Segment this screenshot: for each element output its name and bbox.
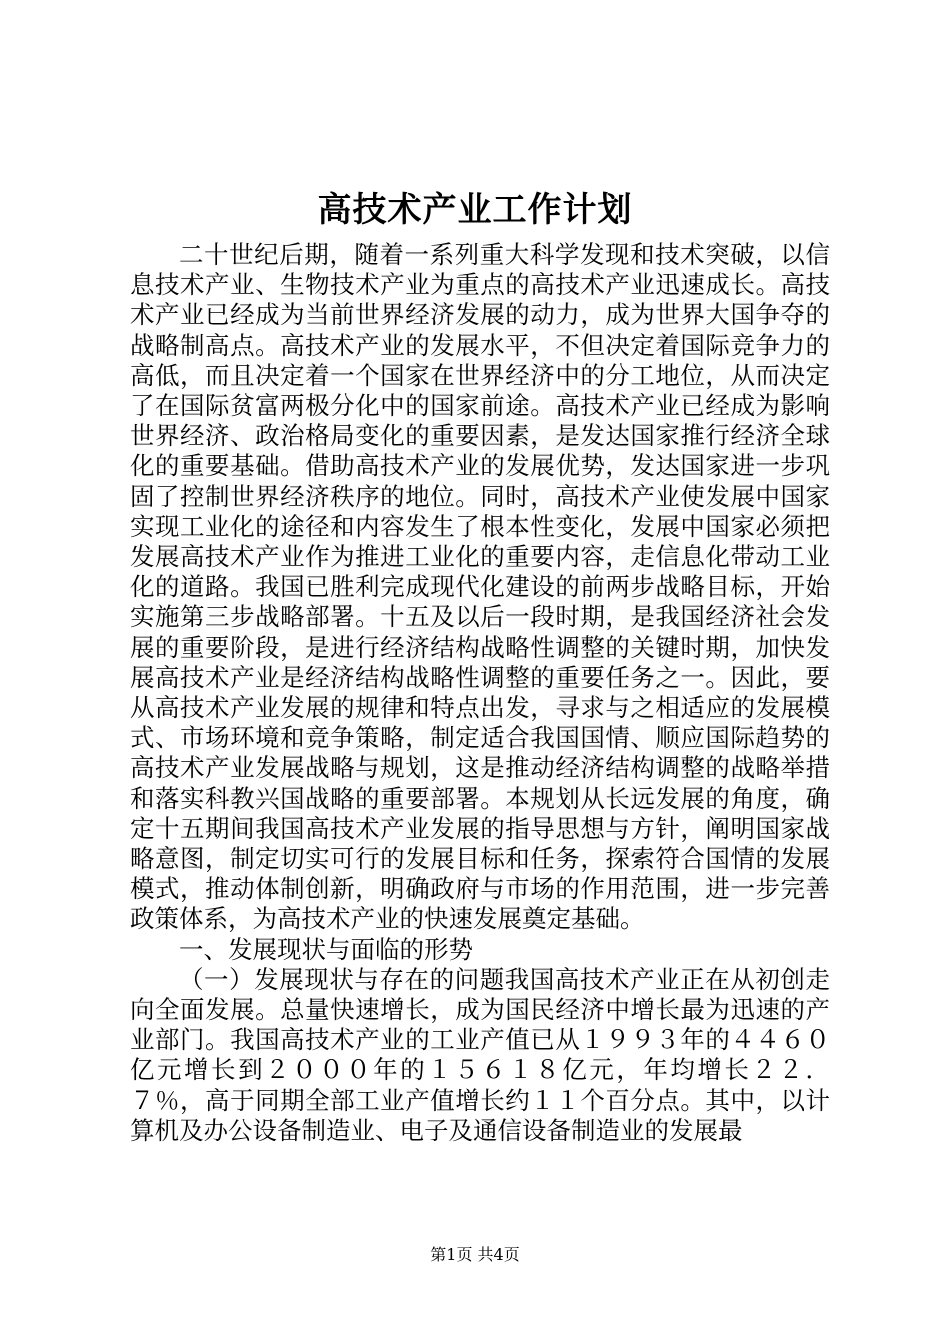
paragraph-status: （一）发展现状与存在的问题我国高技术产业正在从初创走向全面发展。总量快速增长，成为国民经济中增长最为迅速的产业部门。我国高技术产业的工业产值已从１９９３年的４４６０亿元增长到２０００年的１５６１８亿元，年均增长２２．７％，高于同期全部工业产值增长约１１个百分点。其中，以计算机及办公设备制造业、电子及通信设备制造业的发展最 xyxy=(130,964,830,1145)
document-body xyxy=(130,240,830,1146)
section-heading: 一、发展现状与面临的形势 xyxy=(179,934,473,964)
page-footer: 第1页 共4页 xyxy=(430,1245,520,1264)
paragraph-intro: 二十世纪后期，随着一系列重大科学发现和技术突破，以信息技术产业、生物技术产业为重点的高技术产业迅速成长。高技术产业已经成为当前世界经济发展的动力，成为世界大国争夺的战略制高点。高技术产业的发展水平，不但决定着国际竞争力的高低，而且决定着一个国家在世界经济中的分工地位，从而决定了在国际贫富两极分化中的国家前途。高技术产业已经成为影响世界经济、政治格局变化的重要因素，是发达国家推行经济全球化的重要基础。借助高技术产业的发展优势，发达国家进一步巩固了控制世界经济秩序的地位。同时，高技术产业使发展中国家实现工业化的途径和内容发生了根本性变化，发展中国家必须把发展高技术产业作为推进工业化的重要内容，走信息化带动工业化的道路。我国已胜利完成现代化建设的前两步战略目标，开始实施第三步战略部署。十五及以后一段时期，是我国经济社会发展的重要阶段，是进行经济结构战略性调整的关键时期，加快发展高技术产业是经济结构战略性调整的重要任务之一。因此，要从高技术产业发展的规律和特点出发，寻求与之相适应的发展模式、市场环境和竞争策略，制定适合我国国情、顺应国际趋势的高技术产业发展战略与规划，这是推动经济结构调整的战略举措和落实科教兴国战略的重要部署。本规划从长远发展的角度，确定十五期间我国高技术产业发展的指导思想与方针，阐明国家战略意图，制定切实可行的发展目标和任务，探索符合国情的发展模式，推动体制创新，明确政府与市场的作用范围，进一步完善政策体系，为高技术产业的快速发展奠定基础。 xyxy=(130,240,830,934)
document-title: 高技术产业工作计划 xyxy=(317,190,633,230)
